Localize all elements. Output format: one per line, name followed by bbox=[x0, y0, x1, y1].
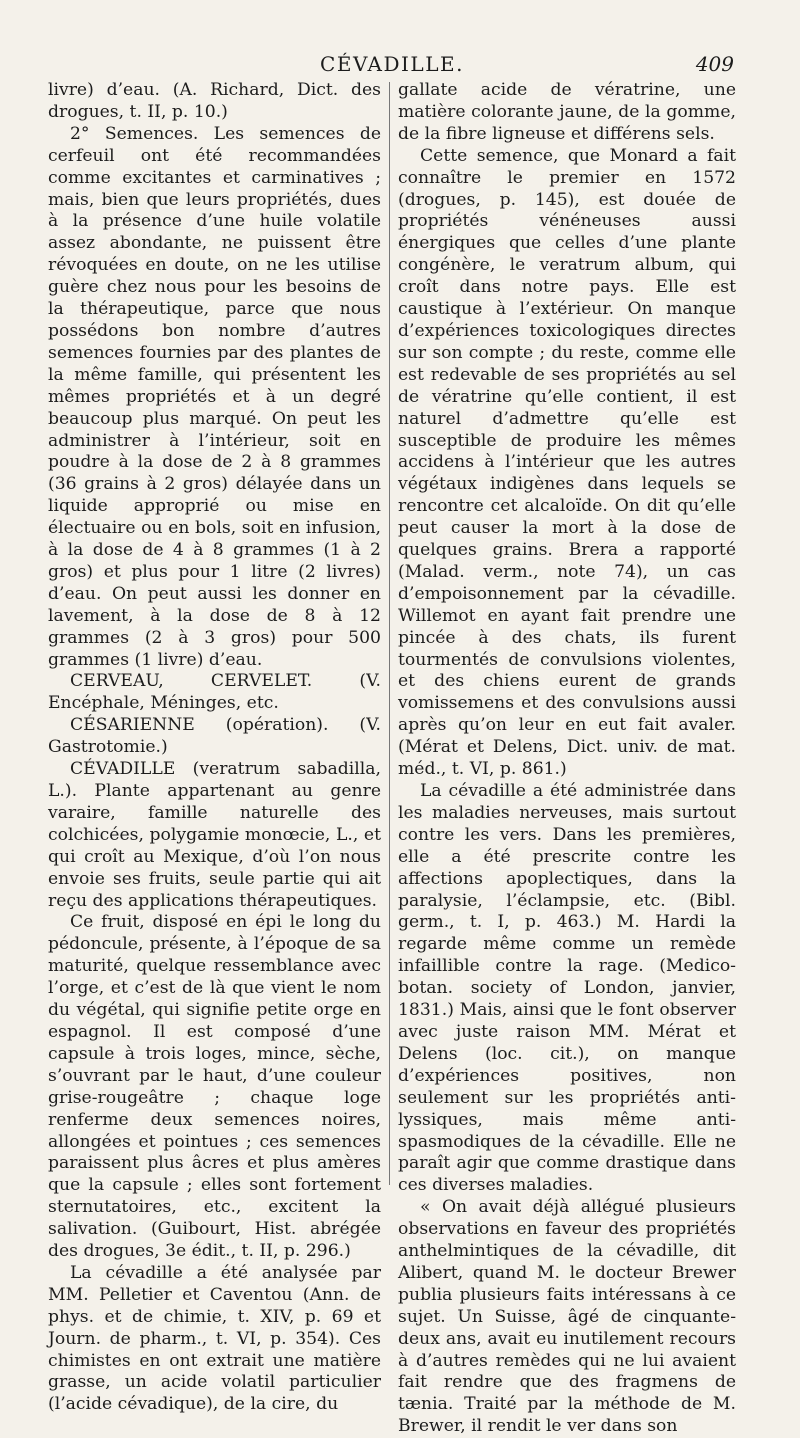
running-head: CÉVADILLE. bbox=[320, 52, 464, 76]
paragraph: gallate acide de vératrine, une matière colorante jaune, de la gomme, de la fibre ligneuse et différens sels. bbox=[398, 80, 736, 144]
paragraph: La cévadille a été analysée par MM. Pelletier et Caventou (Ann. de phys. et de chimie, t. XIV, p. 69 et Journ. de pharm., t. VI, p. 354). Ces chimistes en ont extrait une matière grasse, un acide volatil particulier (l’acide cévadique), de la cire, du bbox=[48, 1262, 381, 1415]
entry-cerveau: CERVEAU, CERVELET. (V. Encéphale, Méninges, etc. bbox=[48, 671, 381, 714]
paragraph: « On avait déjà allégué plusieurs observations en faveur des propriétés anthelmintiques de la cévadille, dit Alibert, quand M. le docteur Brewer publia plusieurs faits intéressans à ce sujet. Un Suisse, âgé de cinquante-deux ans, avait eu inutilement recours à d’autres remèdes qui ne lui avaient fait rendre que des fragmens de tænia. Traité par la méthode de M. Brewer, il rendit le ver dans son bbox=[398, 1197, 736, 1437]
paragraph: Ce fruit, disposé en épi le long du pédoncule, présente, à l’époque de sa maturité, quelque ressemblance avec l’orge, et c’est de là que vient le nom du végétal, qui signifie petite orge en espagnol. Il est composé d’une capsule à trois loges, mince, sèche, s’ouvrant par le haut, d’une couleur grise-rougeâtre ; chaque loge renferme deux semences noires, allongées et pointues ; ces semences paraissent plus âcres et plus amères que la capsule ; elles sont fortement sternutatoires, etc., excitent la salivation. (Guibourt, Hist. abrégée des drogues, 3e édit., t. II, p. 296.) bbox=[48, 912, 381, 1262]
paragraph: livre) d’eau. (A. Richard, Dict. des drogues, t. II, p. 10.) bbox=[48, 80, 381, 122]
paragraph: Cette semence, que Monard a fait connaître le premier en 1572 (drogues, p. 145), est douée de propriétés vénéneuses aussi énergiques que celles d’une plante congénère, le veratrum album, qui croît dans notre pays. Elle est caustique à l’extérieur. On manque d’expériences toxicologiques directes sur son compte ; du reste, comme elle est redevable de ses propriétés au sel de vératrine qu’elle contient, il est naturel d’admettre qu’elle est susceptible de produire les mêmes accidens à l’intérieur que les autres végétaux indigènes dans lequels se rencontre cet alcaloïde. On dit qu’elle peut causer la mort à la dose de quelques grains. Brera a rapporté (Malad. verm., note 74), un cas d’empoisonnement par la cévadille. Willemot en ayant fait prendre une pincée à des chats, ils furent tourmentés de convulsions violentes, et des chiens eurent de grands vomissemens et des convulsions aussi après qu’on leur en eut fait avaler. (Mérat et Delens, Dict. univ. de mat. méd., t. VI, p. 861.) bbox=[398, 145, 736, 780]
right-column bbox=[398, 80, 736, 1438]
column-divider bbox=[389, 82, 390, 1185]
entry-cevadille: CÉVADILLE (veratrum sabadilla, L.). Plante appartenant au genre varaire, famille naturelle des colchicées, polygamie monœcie, L., et qui croît au Mexique, d’où l’on nous envoie ses fruits, seule partie qui ait reçu des applications thérapeutiques. bbox=[48, 759, 381, 911]
page-number: 409 bbox=[695, 52, 734, 76]
paragraph: La cévadille a été administrée dans les maladies nerveuses, mais surtout contre les vers. Dans les premières, elle a été prescrite contre les affections apoplectiques, dans la paralysie, l’éclampsie, etc. (Bibl. germ., t. I, p. 463.) M. Hardi la regarde même comme un remède infaillible contre la rage. (Medico-botan. society of London, janvier, 1831.) Mais, ainsi que le font observer avec juste raison MM. Mérat et Delens (loc. cit.), on manque d’expériences positives, non seulement sur les propriétés anti-lyssiques, mais même anti-spasmodiques de la cévadille. Elle ne paraît agir que comme drastique dans ces diverses maladies. bbox=[398, 781, 736, 1196]
paragraph: 2° Semences. Les semences de cerfeuil ont été recommandées comme excitantes et carminatives ; mais, bien que leurs propriétés, dues à la présence d’une huile volatile assez abondante, ne puissent être révoquées en doute, on ne les utilise guère chez nous pour les besoins de la thérapeutique, parce que nous possédons bon nombre d’autres semences fournies par des plantes de la même famille, qui présentent les mêmes propriétés et à un degré beaucoup plus marqué. On peut les administrer à l’intérieur, soit en poudre à la dose de 2 à 8 grammes (36 grains à 2 gros) délayée dans un liquide approprié ou mise en électuaire ou en bols, soit en infusion, à la dose de 4 à 8 grammes (1 à 2 gros) et plus pour 1 litre (2 livres) d’eau. On peut aussi les donner en lavement, à la dose de 8 à 12 grammes (2 à 3 gros) pour 500 grammes (1 livre) d’eau. bbox=[48, 123, 381, 670]
entry-cesarienne: CÉSARIENNE (opération). (V. Gastrotomie.) bbox=[48, 715, 381, 758]
page-header bbox=[50, 52, 734, 78]
left-column bbox=[48, 80, 381, 1416]
